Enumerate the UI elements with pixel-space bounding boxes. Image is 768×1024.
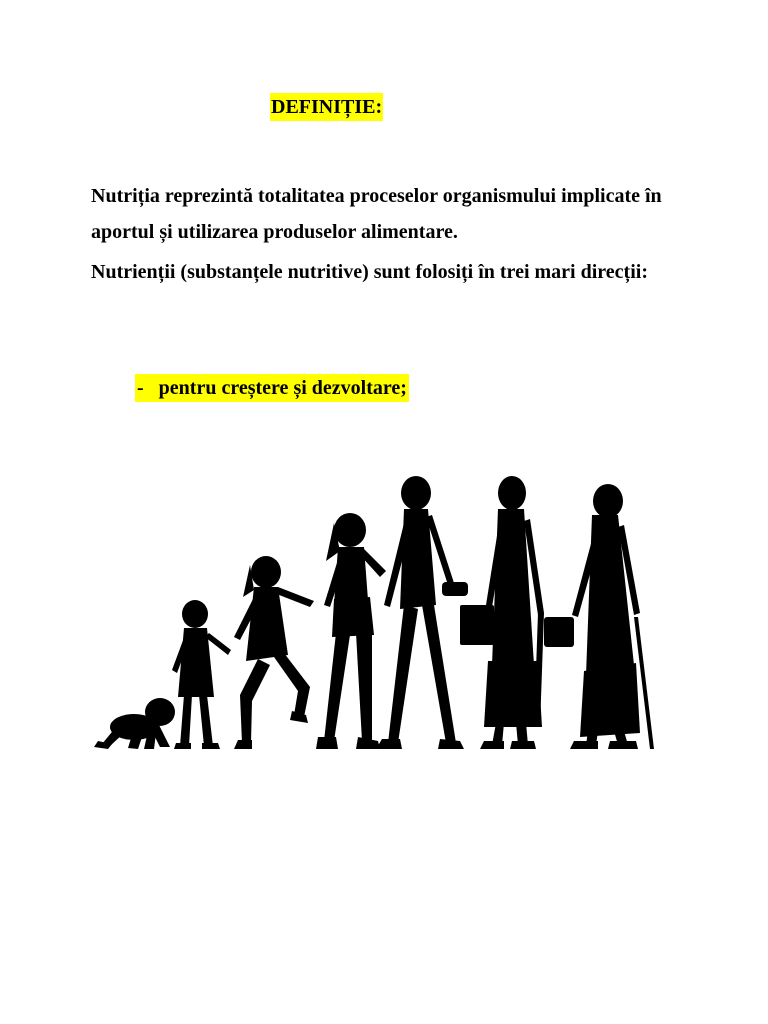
young-woman-silhouette [376, 476, 468, 749]
paragraph-nutrients: Nutrienții (substanțele nutritive) sunt folosiți în trei mari direcții: [91, 261, 648, 283]
elderly-woman-silhouette [544, 484, 654, 749]
bullet-text: pentru creștere și dezvoltare; [158, 377, 407, 399]
woman-handbag-silhouette [460, 476, 544, 749]
heading-definition [270, 93, 383, 121]
teen-girl-silhouette [316, 513, 386, 749]
life-stages-silhouette-illustration [88, 465, 668, 755]
bullet-item-growth [135, 374, 409, 402]
heading-text: DEFINIȚIE: [271, 96, 383, 118]
baby-crawling-silhouette [94, 698, 175, 749]
toddler-silhouette [172, 600, 231, 749]
paragraph-definition: Nutriția reprezintă totalitatea proceselor organismului implicate în aportul și utilizarea produselor alimentare. [91, 185, 662, 243]
child-running-silhouette [234, 556, 314, 749]
bullet-marker: - [137, 377, 144, 399]
